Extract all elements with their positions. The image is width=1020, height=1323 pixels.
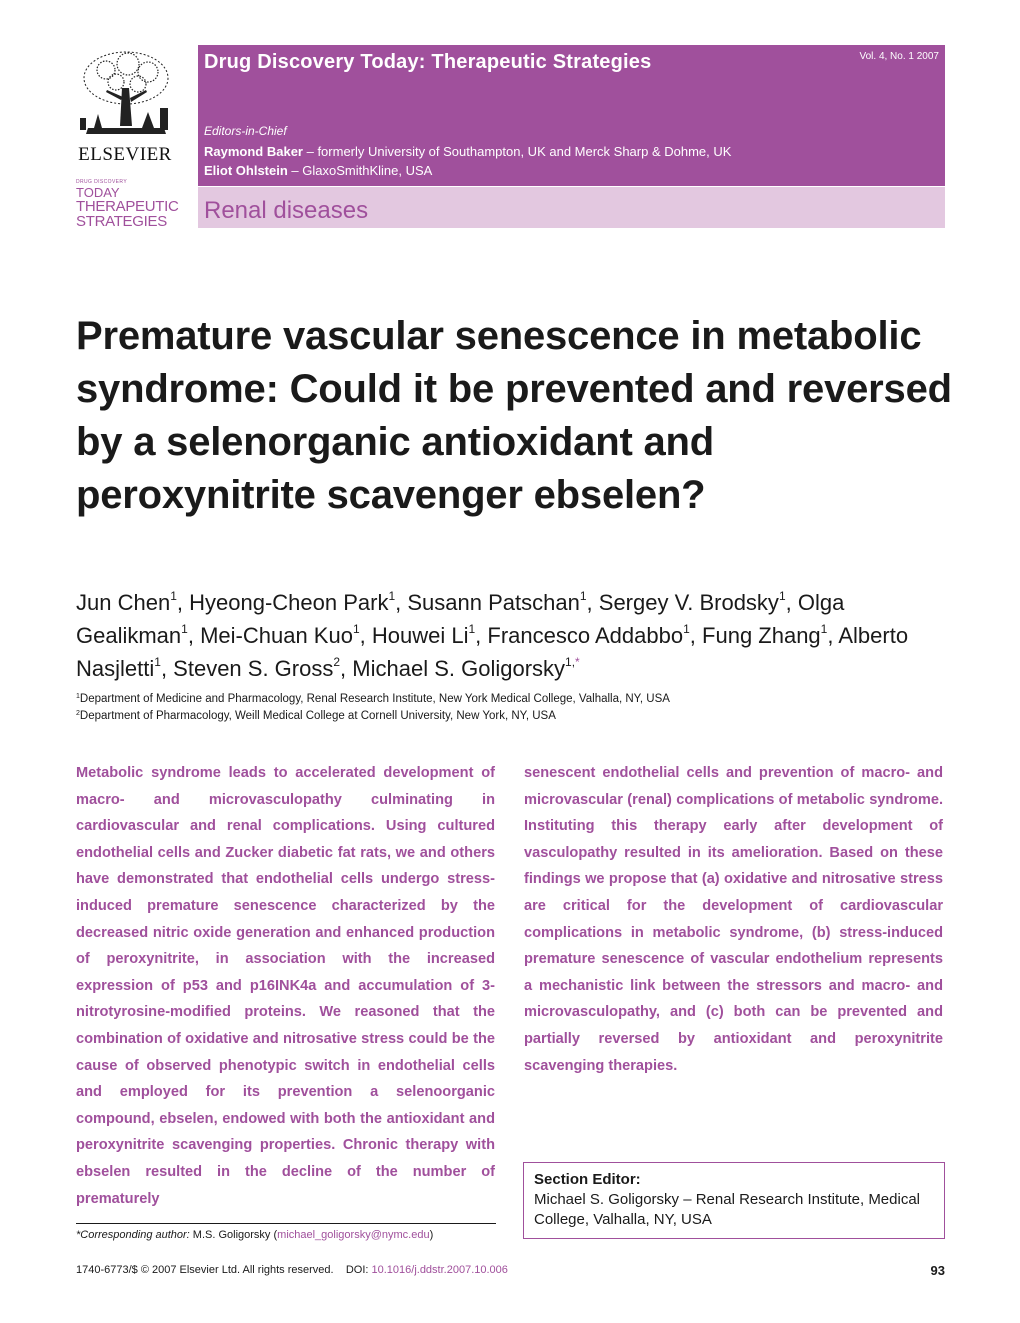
brand-small-text: DRUG DISCOVERY xyxy=(76,179,128,185)
author-affiliation-mark: 1 xyxy=(170,589,177,603)
author-name: Jun Chen xyxy=(76,590,171,615)
doi-link[interactable]: 10.1016/j.ddstr.2007.10.006 xyxy=(371,1264,508,1276)
section-name: Renal diseases xyxy=(204,197,369,224)
editor-name: Eliot Ohlstein xyxy=(204,163,288,178)
author-name: Fung Zhang xyxy=(702,623,821,648)
author-affiliation-mark: 2 xyxy=(333,655,341,669)
footnote-name: M.S. Goligorsky ( xyxy=(189,1229,278,1241)
author-affiliation-mark: 1, xyxy=(565,655,576,669)
author-affiliation-mark: 1 xyxy=(352,622,360,636)
corresponding-author-mark: * xyxy=(575,655,580,669)
affiliation xyxy=(76,693,670,705)
footnote-divider xyxy=(76,1223,496,1224)
journal-title: Drug Discovery Today: Therapeutic Strategies xyxy=(204,51,652,73)
author-affiliation-mark: 1 xyxy=(388,589,396,603)
author-affiliation-mark: 1 xyxy=(778,589,786,603)
author-affiliation-mark: 1 xyxy=(579,589,587,603)
editor-affiliation: – GlaxoSmithKline, USA xyxy=(287,163,433,178)
corresponding-author-footnote xyxy=(76,1229,433,1241)
author-affiliation-mark: 1 xyxy=(154,655,161,669)
elsevier-tree-logo-icon xyxy=(76,48,174,138)
abstract-right-column: senescent endothelial cells and prevention of macro- and microvascular (renal) complications of metabolic syndrome. Instituting this therapy early after development of vasculopathy resulted in its amelioration. Based on these findings we propose that (a) oxidative and nitrosative stress are critical for the development of cardiovascular complications in metabolic syndrome, (b) stress-induced premature senescence of vascular endothelium represents a mechanistic link between the stressors and macro- and microvasculopathy, and (c) both can be prevented and partially reversed by antioxidant and peroxynitrite scavenging therapies. xyxy=(524,765,943,1074)
editors-in-chief-label: Editors-in-Chief xyxy=(204,124,287,138)
editor-in-chief-entry xyxy=(204,144,731,159)
author-affiliation-mark: 1 xyxy=(468,622,476,636)
author-name: Susann Patschan xyxy=(407,590,580,615)
section-editor-box xyxy=(523,1162,945,1239)
author-name: Hyeong-Cheon Park xyxy=(189,590,389,615)
journal-header-banner xyxy=(198,45,945,186)
author-name: Olga Gealikman xyxy=(76,590,845,648)
author-name: Mei-Chuan Kuo xyxy=(200,623,353,648)
author-name: Houwei Li xyxy=(371,623,469,648)
abstract-left-column: Metabolic syndrome leads to accelerated development of macro- and microvasculopathy culminating in cardiovascular and renal complications. Using cultured endothelial cells and Zucker diabetic fat rats, we and others have demonstrated that endothelial cells undergo stress-induced premature senescence characterized by the decreased nitric oxide generation and enhanced production of peroxynitrite, in association with the increased expression of p53 and p16INK4a and accumulation of 3-nitrotyrosine-modified proteins. We reasoned that the combination of oxidative and nitrosative stress could be the cause of observed phenotypic switch in endothelial cells and employed for its prevention a selenoorganic compound, ebselen, endowed with both the antioxidant and peroxynitrite scavenging properties. Chronic therapy with ebselen resulted in the decline of the number of prematurely xyxy=(76,765,495,1207)
author-affiliation-mark: 1 xyxy=(683,622,690,636)
page-footer xyxy=(76,1264,508,1276)
section-band xyxy=(198,187,945,228)
affiliation-text: Department of Pharmacology, Weill Medical College at Cornell University, New York, NY, USA xyxy=(79,710,556,722)
affiliation-number: 2 xyxy=(76,710,80,717)
author-name: Michael S. Goligorsky xyxy=(352,656,566,681)
affiliation xyxy=(76,710,556,722)
elsevier-wordmark: ELSEVIER xyxy=(78,144,172,165)
affiliation-text: Department of Medicine and Pharmacology, Renal Research Institute, New York Medical College, Valhalla, NY, USA xyxy=(79,693,670,705)
ddt-therapeutic-strategies-logo xyxy=(76,179,179,230)
doi-label: DOI: xyxy=(345,1264,372,1276)
page-number: 93 xyxy=(930,1263,945,1278)
editor-in-chief-entry xyxy=(204,163,432,178)
author-name: Steven S. Gross xyxy=(173,656,334,681)
footnote-label: *Corresponding author: xyxy=(76,1229,190,1241)
brand-line-2: STRATEGIES xyxy=(76,213,167,230)
author-list: Jun Chen$^1$, Hyeong-Cheon Park$^1$, Susann Patschan$^1$, Sergey V. Brodsky$^1$, Olga Gealikman$^1$, Mei-Chuan Kuo$^1$, Houwei Li$^1$, Francesco Addabbo$^1$, Fung Zhang$^1$, Alberto Nasjletti$^1$, Steven S. Gross$^2$, Michael S. Goligorsky$^{1,*}$ xyxy=(76,589,909,681)
section-editor-label: Section Editor: xyxy=(534,1171,641,1188)
volume-info: Vol. 4, No. 1 2007 xyxy=(859,51,939,62)
article-title: Premature vascular senescence in metabolic syndrome: Could it be prevented and reversed by a selenorganic antioxidant and peroxynitrite scavenger ebselen? xyxy=(76,314,952,517)
author-email-link[interactable]: michael_goligorsky@nymc.edu xyxy=(277,1229,430,1241)
author-affiliation-mark: 1 xyxy=(820,622,828,636)
author-affiliation-mark: 1 xyxy=(181,622,188,636)
editor-affiliation: – formerly University of Southampton, UK and Merck Sharp & Dohme, UK xyxy=(302,144,732,159)
affiliation-number: 1 xyxy=(76,693,80,700)
brand-today-text: TODAY xyxy=(76,185,120,200)
footnote-close: ) xyxy=(429,1229,434,1241)
issn-copyright: 1740-6773/$ © 2007 Elsevier Ltd. All rights reserved. xyxy=(76,1264,334,1276)
author-name: Sergey V. Brodsky xyxy=(598,590,779,615)
section-editor-text: Michael S. Goligorsky – Renal Research Institute, Medical College, Valhalla, NY, USA xyxy=(534,1191,921,1228)
brand-line-1: THERAPEUTIC xyxy=(76,198,179,215)
author-name: Francesco Addabbo xyxy=(487,623,684,648)
editor-name: Raymond Baker xyxy=(204,144,303,159)
author-name: Alberto Nasjletti xyxy=(76,623,909,681)
